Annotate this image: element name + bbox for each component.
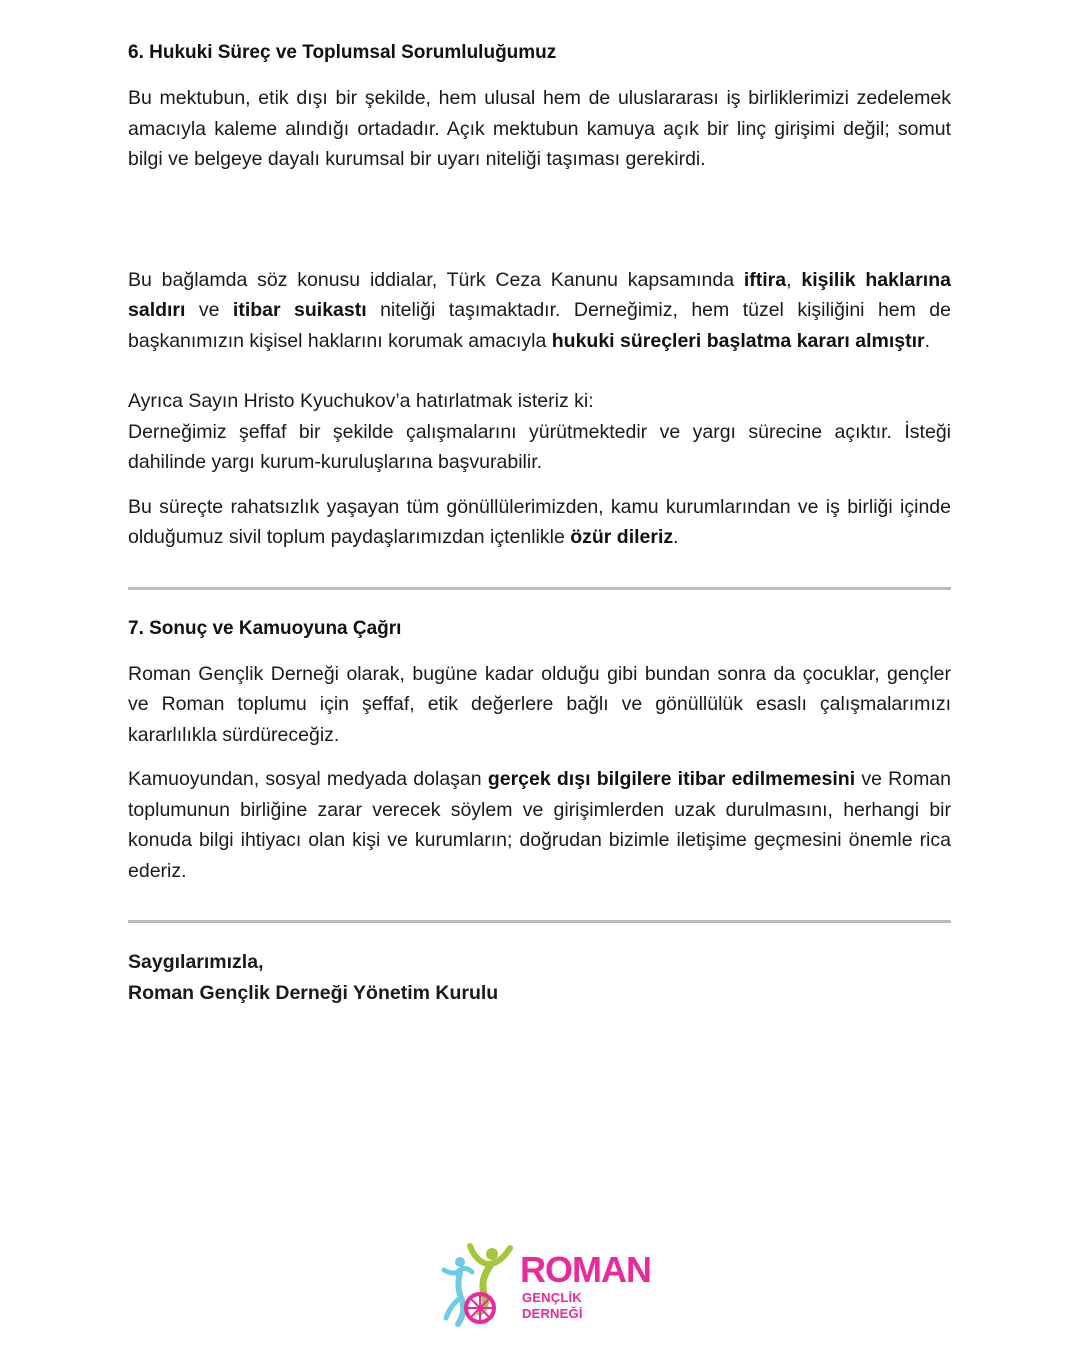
logo-subtitle: GENÇLİK DERNEĞİ xyxy=(522,1290,583,1321)
dancing-figures-wheel-icon xyxy=(440,1240,530,1330)
section-7-heading: 7. Sonuç ve Kamuoyuna Çağrı xyxy=(128,617,402,639)
section-6-paragraph-3-line-1: Ayrıca Sayın Hristo Kyuchukov’a hatırlatmak isteriz ki: xyxy=(128,390,594,412)
signature-closing: Saygılarımızla, xyxy=(128,951,264,973)
section-6-paragraph-4: Bu süreçte rahatsızlık yaşayan tüm gönüllülerimizden, kamu kurumlarından ve iş birliği içinde olduğumuz sivil toplum paydaşlarımızdan içtenlikle özür dileriz. xyxy=(128,495,951,548)
section-6-paragraph-1: Bu mektubun, etik dışı bir şekilde, hem ulusal hem de uluslararası iş birliklerimizi zedelemek amacıyla kaleme alındığı ortadadır. Açık mektubun kamuya açık bir linç girişimi değil; somut bilgi ve belgeye dayalı kurumsal bir uyarı niteliği taşıması gerekirdi. xyxy=(128,87,951,170)
signature-organization: Roman Gençlik Derneği Yönetim Kurulu xyxy=(128,982,499,1004)
section-6-heading: 6. Hukuki Süreç ve Toplumsal Sorumluluğumuz xyxy=(128,42,557,63)
section-6-paragraph-2: Bu bağlamda söz konusu iddialar, Türk Ceza Kanunu kapsamında iftira, kişilik haklarına saldırı ve itibar suikastı niteliği taşımaktadır. Derneğimiz, hem tüzel kişiliğini hem de başkanımızın kişisel haklarını korumak amacıyla hukuki süreçleri başlatma kararı almıştır. xyxy=(128,268,951,352)
signature-block xyxy=(128,947,951,1009)
section-7-paragraph-2: Kamuoyundan, sosyal medyada dolaşan gerçek dışı bilgilere itibar edilmemesini ve Roman toplumunun birliğine zarar verecek söylem ve girişimlerden uzak durulmasını, herhangi bir konuda bilgi ihtiyacı olan kişi ve kurumların; doğrudan bizimle iletişime geçmesini önemle rica ederiz. xyxy=(128,768,951,882)
section-6-paragraph-3-line-2: Derneğimiz şeffaf bir şekilde çalışmalarını yürütmektedir ve yargı sürecine açıktır. İsteği dahilinde yargı kurum-kuruluşlarına başvurabilir. xyxy=(128,420,951,473)
organization-logo xyxy=(440,1240,651,1330)
logo-wordmark: ROMAN xyxy=(520,1249,651,1290)
section-7-paragraph-1: Roman Gençlik Derneği olarak, bugüne kadar olduğu gibi bundan sonra da çocuklar, gençler ve Roman toplumu için şeffaf, etik değerlere bağlı ve gönüllülük esaslı çalışmalarımızı kararlılıkla sürdüreceğiz. xyxy=(128,662,951,746)
document-body xyxy=(128,38,951,1009)
